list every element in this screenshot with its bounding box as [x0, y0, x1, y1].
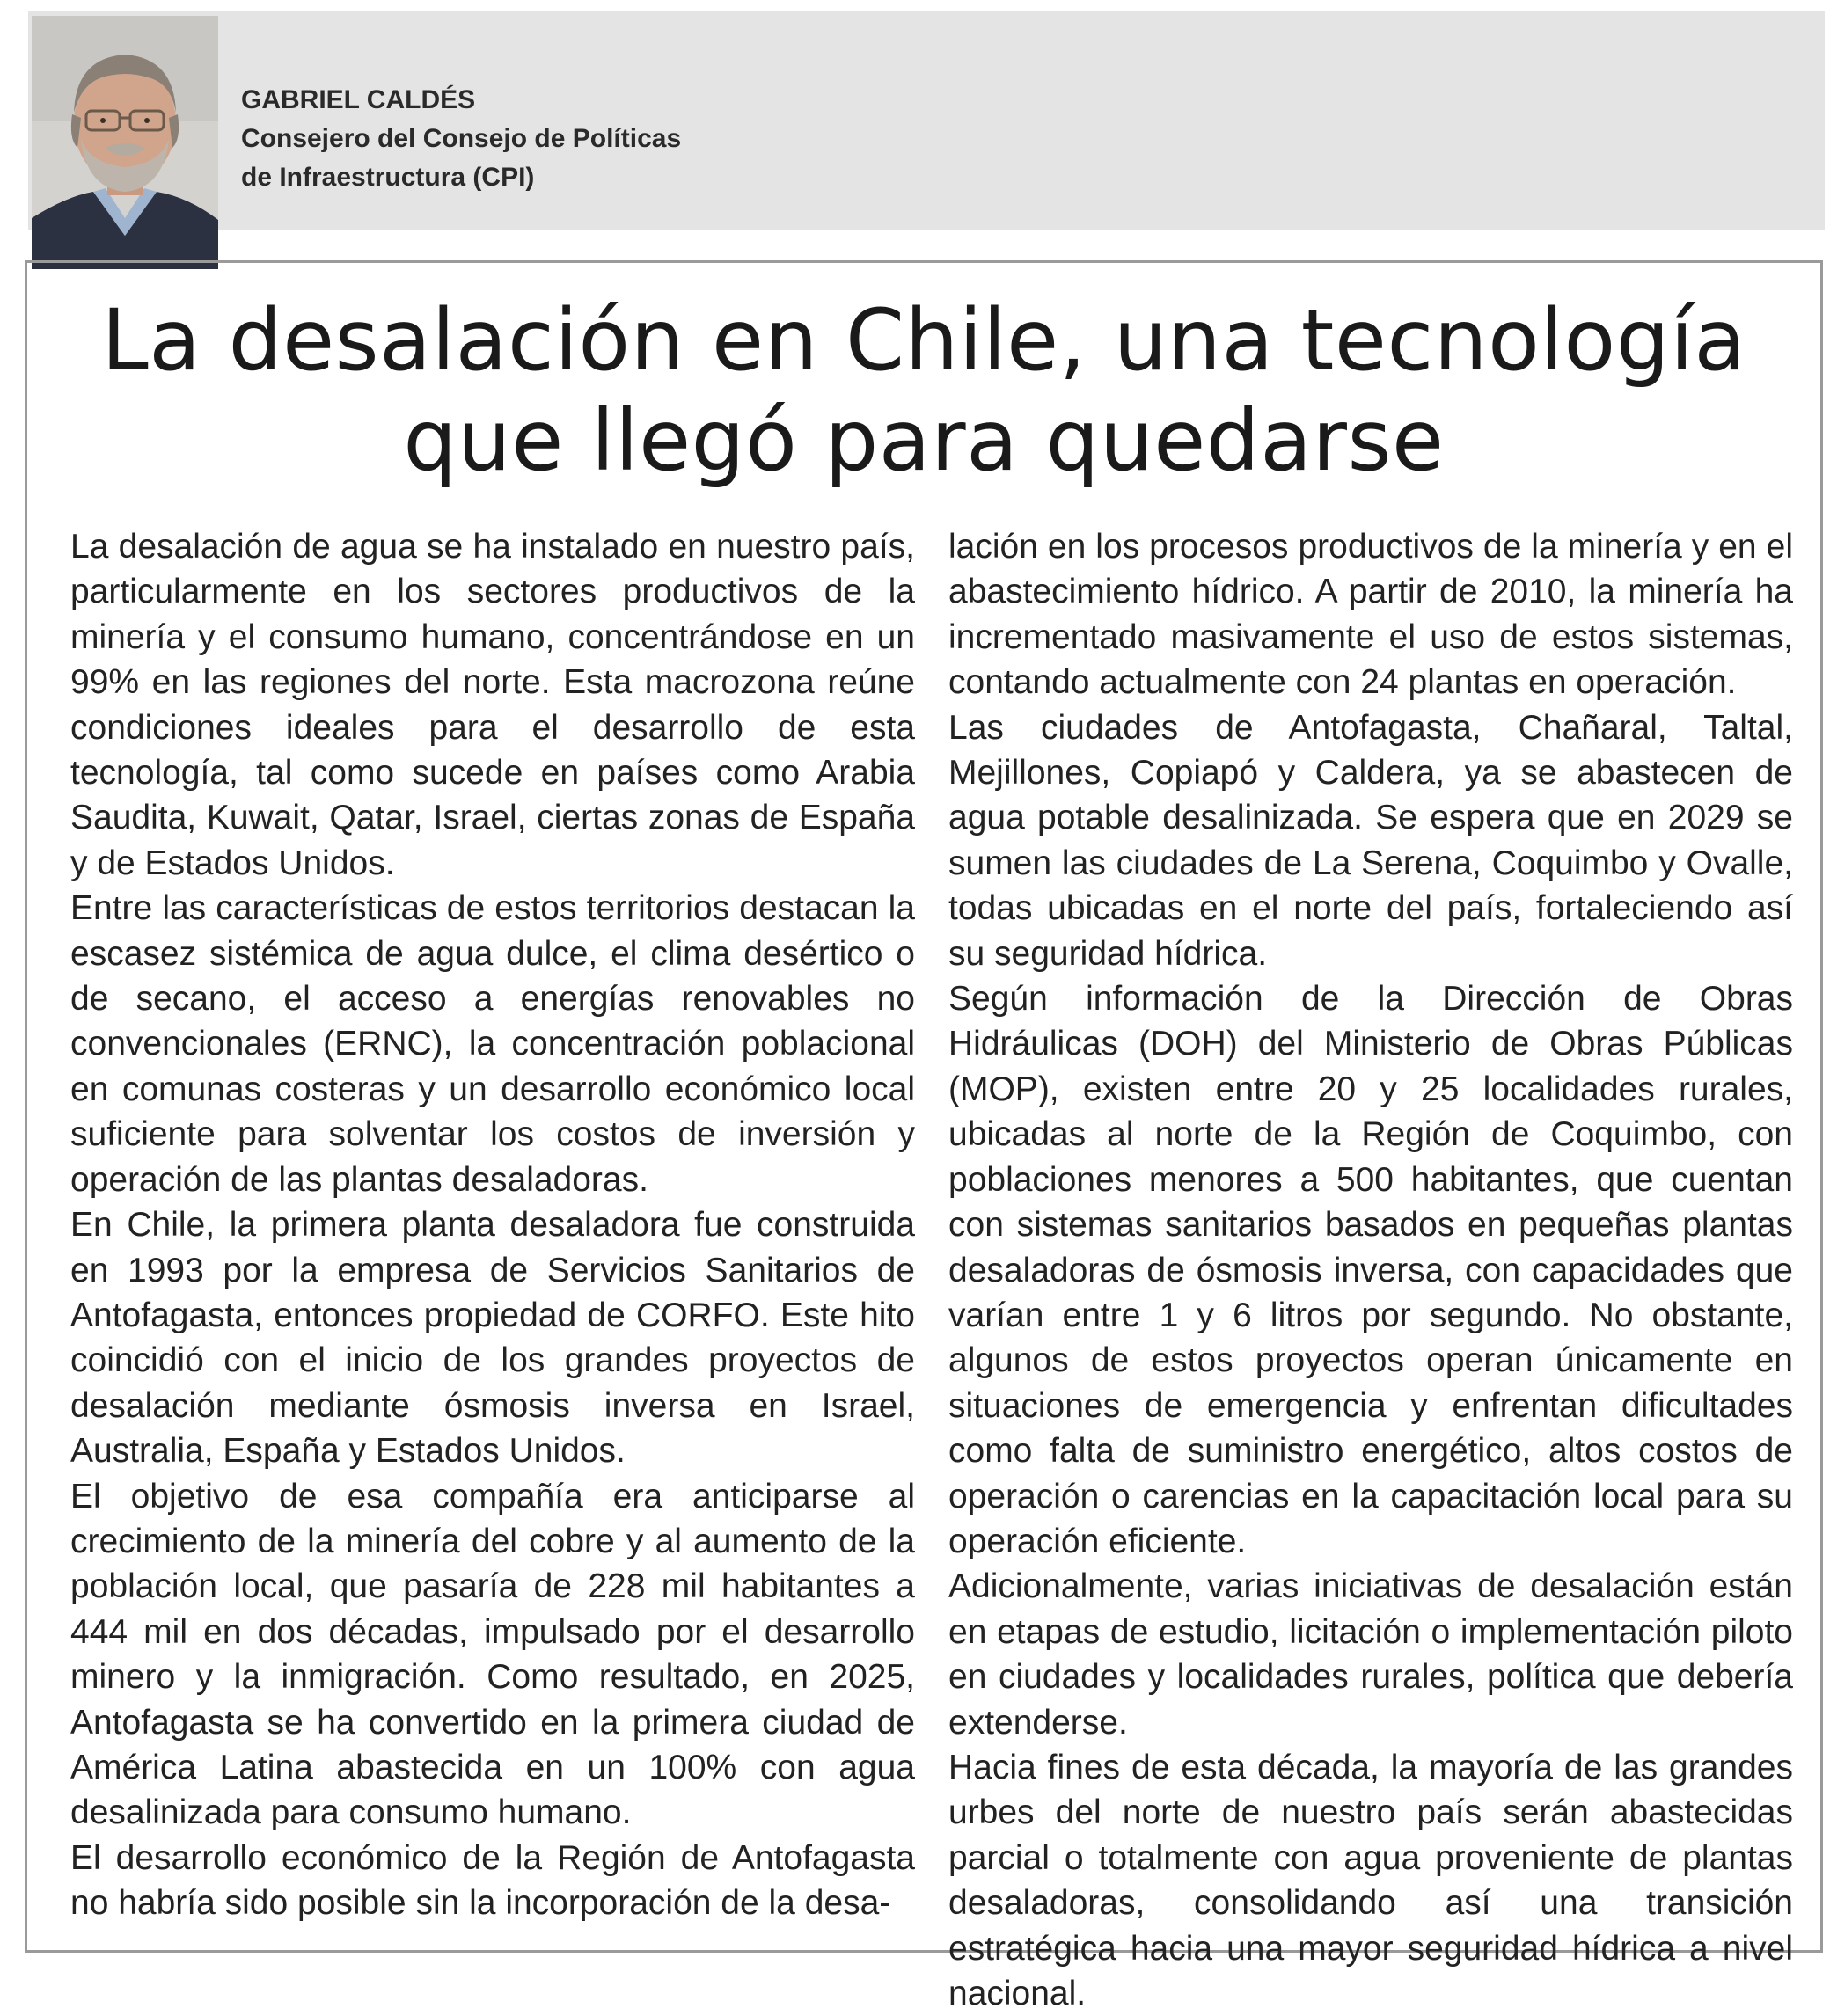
- paragraph: Hacia fines de esta década, la mayoría de las grandes urbes del norte de nuestro país serán abastecidas parcial o totalmente con agua proveniente de plantas desaladoras, consolidando así una transición estratégica hacia una mayor seguridad hídrica a nivel nacional.: [948, 1748, 1793, 2012]
- paragraph: lación en los procesos productivos de la minería y en el abastecimiento hídrico. A partir de 2010, la minería ha incrementado masivamente el uso de estos sistemas, contando actualmente con 24 plantas en operación.: [948, 528, 1793, 702]
- article-headline: [53, 290, 1795, 491]
- author-role-line2: de Infraestructura (CPI): [241, 163, 535, 192]
- paragraph: El desarrollo económico de la Región de Antofagasta no habría sido posible sin la incorporación de la desa-: [70, 1838, 915, 1923]
- headline-line2: que llegó para quedarse: [403, 391, 1445, 490]
- headline-line1: La desalación en Chile, una tecnología: [101, 291, 1746, 390]
- paragraph: Las ciudades de Antofagasta, Chañaral, Taltal, Mejillones, Copiapó y Caldera, ya se abastecen de agua potable desalinizada. Se espera que en 2029 se sumen las ciudades de La Serena, Coquimbo y Ovalle, todas ubicadas en el norte del país, fortaleciendo así su seguridad hídrica.: [948, 708, 1793, 973]
- paragraph: La desalación de agua se ha instalado en nuestro país, particularmente en los sectores productivos de la minería y el consumo humano, concentrándose en un 99% en las regiones del norte. Esta macrozona reúne condiciones ideales para el desarrollo de esta tecnología, tal como sucede en países como Arabia Saudita, Kuwait, Qatar, Israel, ciertas zonas de España y de Estados Unidos.: [70, 528, 915, 882]
- paragraph: El objetivo de esa compañía era anticiparse al crecimiento de la minería del cobre y al aumento de la población local, que pasaría de 228 mil habitantes a 444 mil en dos décadas, impulsado por el desarrollo minero y la inmigración. Como resultado, en 2025, Antofagasta se ha convertido en la primera ciudad de América Latina abastecida en un 100% con agua desalinizada para consumo humano.: [70, 1477, 915, 1832]
- paragraph: Adicionalmente, varias iniciativas de desalación están en etapas de estudio, licitación o implementación piloto en ciudades y localidades rurales, política que debería extenderse.: [948, 1567, 1793, 1742]
- paragraph: Según información de la Dirección de Obras Hidráulicas (DOH) del Ministerio de Obras Públicas (MOP), existen entre 20 y 25 localidades rurales, ubicadas al norte de la Región de Coquimbo, con poblaciones menores a 500 habitantes, que cuentan con sistemas sanitarios basados en pequeñas plantas desaladoras de ósmosis inversa, con capacidades que varían entre 1 y 6 litros por segundo. No obstante, algunos de estos proyectos operan únicamente en situaciones de emergencia y enfrentan dificultades como falta de suministro energético, altos costos de operación o carencias en la capacitación local para su operación eficiente.: [948, 980, 1793, 1560]
- body-column-left: [70, 524, 915, 1926]
- author-role-line1: Consejero del Consejo de Políticas: [241, 124, 682, 153]
- body-column-right: [948, 524, 1793, 2016]
- author-block: [241, 81, 681, 197]
- paragraph: En Chile, la primera planta desaladora fue construida en 1993 por la empresa de Servicios Sanitarios de Antofagasta, entonces propiedad de CORFO. Este hito coincidió con el inicio de los grandes proyectos de desalación mediante ósmosis inversa en Israel, Australia, España y Estados Unidos.: [70, 1206, 915, 1471]
- paragraph: Entre las características de estos territorios destacan la escasez sistémica de agua dulce, el clima desértico o de secano, el acceso a energías renovables no convencionales (ERNC), la concentración poblacional en comunas costeras y un desarrollo económico local suficiente para solventar los costos de inversión y operación de las plantas desaladoras.: [70, 889, 915, 1199]
- author-name: GABRIEL CALDÉS: [241, 85, 476, 114]
- author-portrait-icon: [32, 16, 218, 269]
